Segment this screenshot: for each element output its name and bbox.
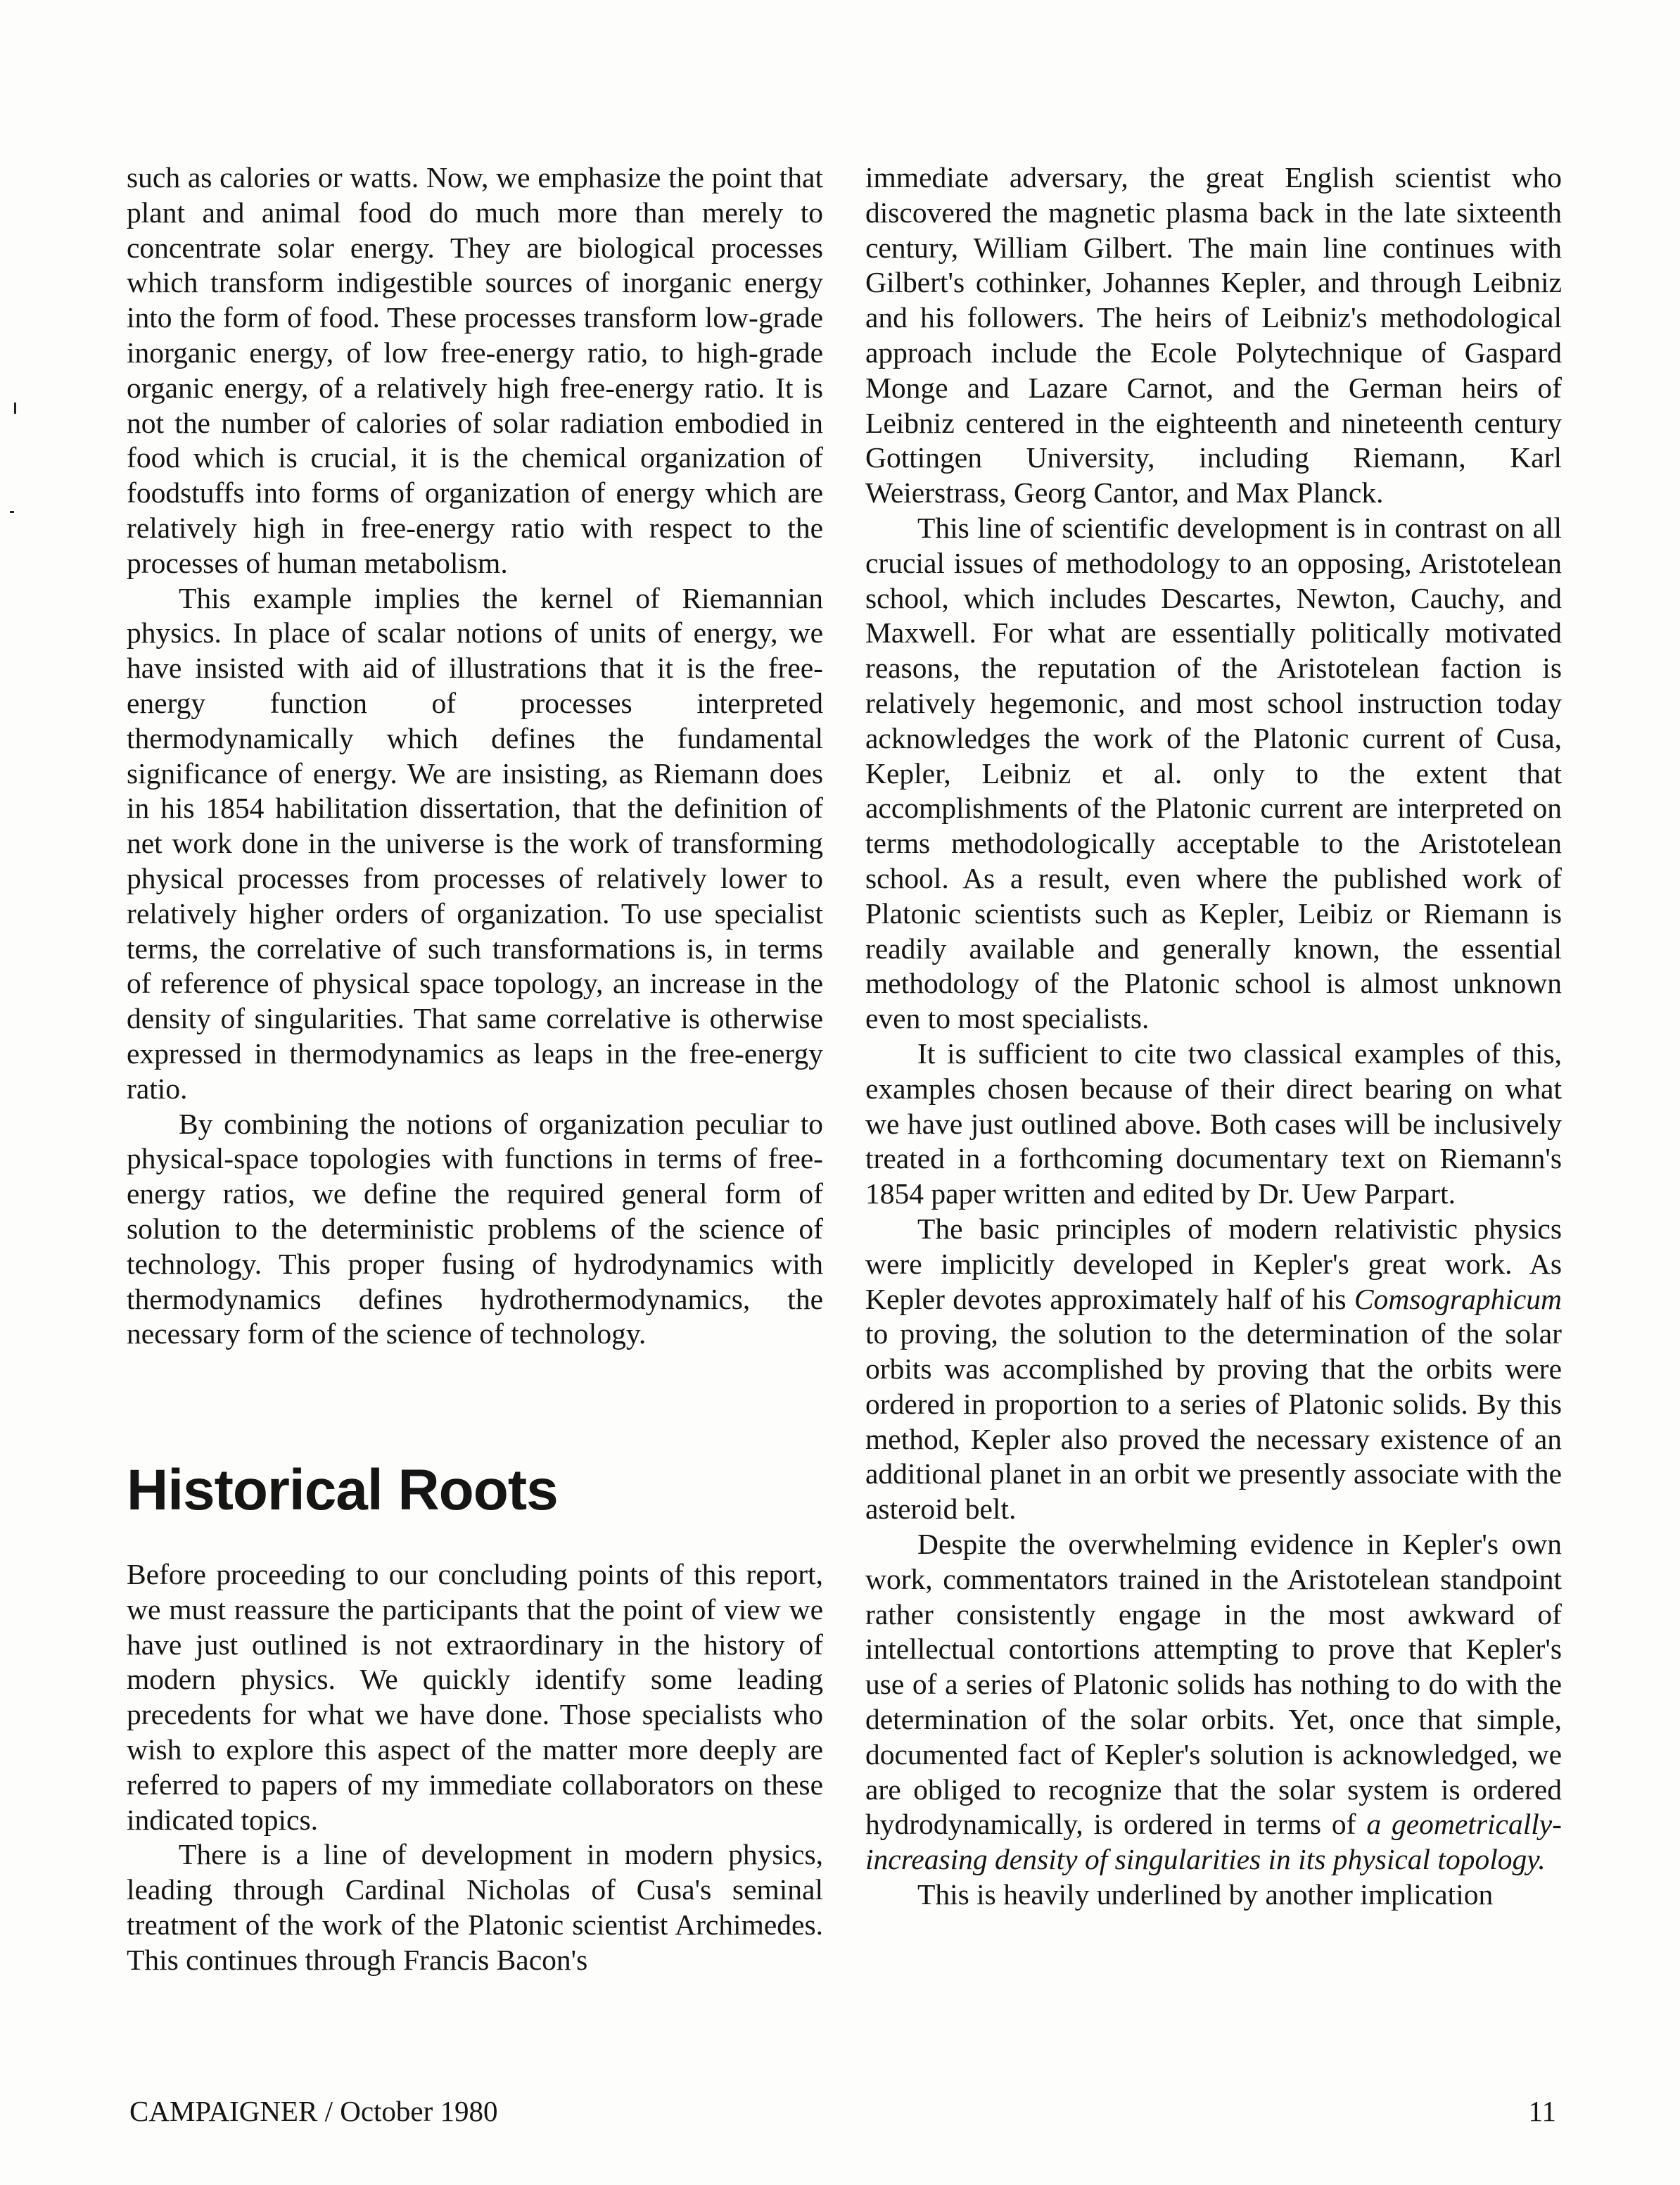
paragraph: Before proceeding to our concluding points of this report, we must reassure the participants that the point of view we have just outlined is not extraordinary in the history of modern physics. We quickly identify some leading precedents for what we have done. Those specialists who wish to explore this aspect of the matter more deeply are referred to papers of my immediate collaborators on these indicated topics. <box>127 1558 823 1836</box>
scan-speck <box>14 403 16 414</box>
paragraph: This is heavily underlined by another implication <box>917 1878 1494 1911</box>
scan-speck <box>10 511 14 513</box>
footer-publication: CAMPAIGNER / October 1980 <box>129 2095 498 2127</box>
paragraph: It is sufficient to cite two classical examples of this, examples chosen because of their direct bearing on what we have just outlined above. Both cases will be inclusively treated in a forthcoming documentary text on Riemann's 1854 paper written and edited by Dr. Uew Parpart. <box>865 1037 1562 1210</box>
paragraph: immediate adversary, the great English scientist who discovered the magnetic plasma back in the late sixteenth century, William Gilbert. The main line continues with Gilbert's cothinker, Johannes Kepler, and through Leibniz and his followers. The heirs of Leibniz's methodological approach include the Ecole Polytechnique of Gaspard Monge and Lazare Carnot, and the German heirs of Leibniz centered in the eighteenth and nineteenth century Gottingen University, including Riemann, Karl Weierstrass, Georg Cantor, and Max Planck. <box>865 161 1562 509</box>
italic-emphasis: a geometrically-increasing density of singularities in its physical topology. <box>865 1808 1562 1876</box>
section-heading: Historical Roots <box>127 1458 558 1523</box>
right-column <box>865 160 1562 1913</box>
paragraph: There is a line of development in modern physics, leading through Cardinal Nicholas of Cusa's seminal treatment of the work of the Platonic scientist Archimedes. This continues through Francis Bacon's <box>127 1838 823 1976</box>
paragraph <box>865 1527 1562 1877</box>
italic-title: Comsographicum <box>1354 1282 1562 1315</box>
paragraph: By combining the notions of organization peculiar to physical-space topologies with functions in terms of free-energy ratios, we define the required general form of solution to the deterministic problems of the science of technology. This proper fusing of hydrodynamics with thermodynamics defines hydrothermodynamics, the necessary form of the science of technology. <box>127 1107 823 1350</box>
paragraph: This line of scientific development is in contrast on all crucial issues of methodology to an opposing, Aristotelean school, which includes Descartes, Newton, Cauchy, and Maxwell. For what are essentially politically motivated reasons, the reputation of the Aristotelean faction is relatively hegemonic, and most school instruction today acknowledges the work of the Platonic current of Cusa, Kepler, Leibniz et al. only to the extent that accomplishments of the Platonic current are interpreted on terms methodologically acceptable to the Aristotelean school. As a result, even where the published work of Platonic scientists such as Kepler, Leibiz or Riemann is readily available and generally known, the essential methodology of the Platonic school is almost unknown even to most specialists. <box>865 511 1562 1035</box>
text-run: The basic principles of modern relativistic physics were implicitly developed in Kepler's great work. As Kepler devotes approximately half of his <box>865 1212 1562 1315</box>
paragraph: This example implies the kernel of Riemannian physics. In place of scalar notions of units of energy, we have insisted with aid of illustrations that it is the free-energy function of processes interpreted thermodynamically which defines the fundamental significance of energy. We are insisting, as Riemann does in his 1854 habilitation dissertation, that the definition of net work done in the universe is the work of transforming physical processes from processes of relatively lower to relatively higher orders of organization. To use specialist terms, the correlative of such transformations is, in terms of reference of physical space topology, an increase in the density of singularities. That same correlative is otherwise expressed in thermodynamics as leaps in the free-energy ratio. <box>127 581 823 1105</box>
page-number: 11 <box>1528 2095 1556 2127</box>
text-run: to proving, the solution to the determination of the solar orbits was accomplished by proving that the orbits were ordered in proportion to a series of Platonic solids. By this method, Kepler also proved the necessary existence of an additional planet in an orbit we presently associate with the asteroid belt. <box>865 1317 1562 1526</box>
text-run: Despite the overwhelming evidence in Kepler's own work, commentators trained in the Aristotelean standpoint rather consistently engage in the most awkward of intellectual contortions attempting to prove that Kepler's use of a series of Platonic solids has nothing to do with the determination of the solar orbits. Yet, once that simple, documented fact of Kepler's solution is acknowledged, we are obliged to recognize that the solar system is ordered hydrodynamically, is ordered in terms of <box>865 1528 1562 1841</box>
left-column <box>127 160 823 1978</box>
paragraph <box>865 1212 1562 1527</box>
paragraph: such as calories or watts. Now, we emphasize the point that plant and animal food do much more than merely to concentrate solar energy. They are biological processes which transform indigestible sources of inorganic energy into the form of food. These processes transform low-grade inorganic energy, of low free-energy ratio, to high-grade organic energy, of a relatively high free-energy ratio. It is not the number of calories of solar radiation embodied in food which is crucial, it is the chemical organization of foodstuffs into forms of organization of energy which are relatively high in free-energy ratio with respect to the processes of human metabolism. <box>127 161 823 579</box>
